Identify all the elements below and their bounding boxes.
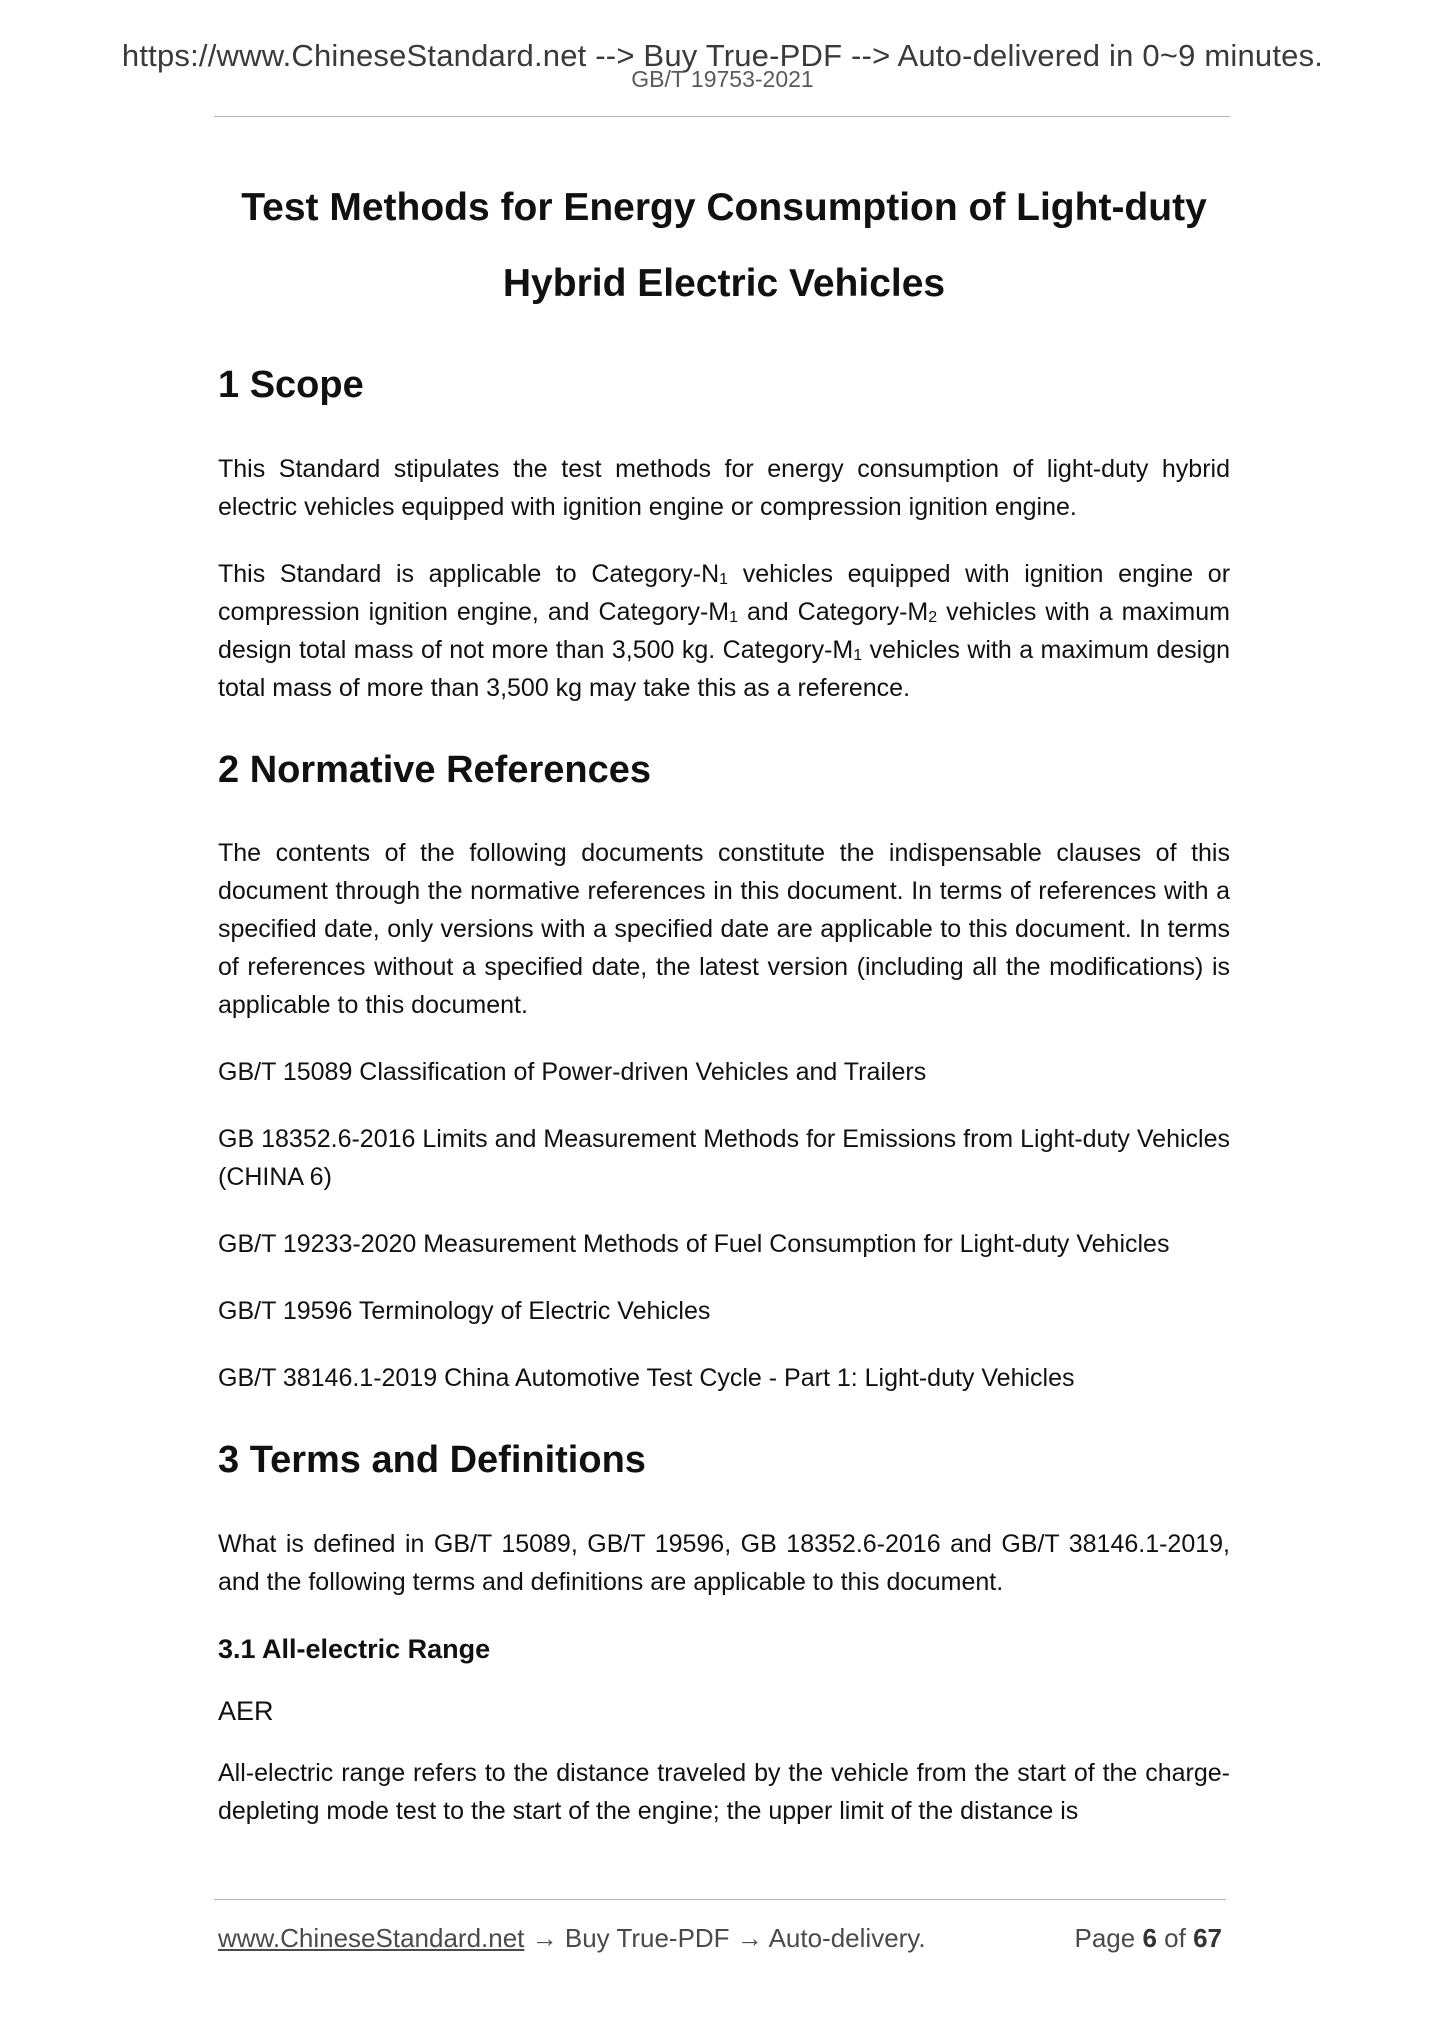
page-indicator [1074, 1920, 1222, 1956]
scope-p2-text-3: and Category-M [738, 597, 929, 626]
subscript-m1-second: 1 [853, 646, 863, 664]
page-current: 6 [1142, 1923, 1157, 1953]
section-terms-definitions [218, 1439, 1230, 1830]
footer-divider [214, 1899, 1226, 1900]
subscript-m1: 1 [729, 608, 739, 626]
reference-item: GB/T 15089 Classification of Power-driven Vehicles and Trailers [218, 1058, 927, 1087]
document-title-line-2: Hybrid Electric Vehicles [502, 262, 946, 305]
of-label: of [1164, 1923, 1186, 1953]
scope-p2-text-5: vehicles with a maximum design total mass of more than 3,500 kg may take this as a reference. [218, 635, 1230, 702]
subscript-n1: 1 [719, 570, 729, 588]
document-title-line-1: Test Methods for Energy Consumption of Light-duty [241, 186, 1207, 229]
footer-left [218, 1920, 926, 1956]
term-abbreviation: AER [218, 1696, 274, 1727]
terms-intro: What is defined in GB/T 15089, GB/T 19596, GB 18352.6-2016 and GB/T 38146.1-2019, and the following terms and definitions are applicable to this document. [218, 1530, 1230, 1597]
header-divider [214, 116, 1230, 117]
section-normative-references [218, 749, 1230, 1398]
footer-tagline: → Buy True-PDF → Auto-delivery. [524, 1923, 926, 1953]
term-definition: All-electric range refers to the distance traveled by the vehicle from the start of the charge-depleting mode test to the start of the engine; the upper limit of the distance is [218, 1759, 1230, 1826]
scope-p2-text-1: This Standard is applicable to Category-N [218, 559, 720, 588]
reference-item: GB/T 19596 Terminology of Electric Vehicles [218, 1297, 711, 1326]
references-intro: The contents of the following documents constitute the indispensable clauses of this document through the normative references in this document. In terms of references with a specified date, only versions with a specified date are applicable to this document. In terms of references without a specified date, the latest version (including all the modifications) is applicable to this document. [218, 839, 1230, 1020]
section-heading-terms: 3 Terms and Definitions [218, 1439, 646, 1482]
reference-item: GB/T 19233-2020 Measurement Methods of Fuel Consumption for Light-duty Vehicles [218, 1230, 1170, 1259]
document-title [218, 170, 1230, 322]
source-banner: https://www.ChineseStandard.net --> Buy True-PDF --> Auto-delivered in 0~9 minutes. [121, 38, 1324, 73]
reference-item: GB 18352.6-2016 Limits and Measurement Methods for Emissions from Light-duty Vehicles (CHINA 6) [218, 1125, 1230, 1192]
scope-paragraph-1: This Standard stipulates the test methods for energy consumption of light-duty hybrid electric vehicles equipped with ignition engine or compression ignition engine. [218, 454, 1230, 521]
page-label: Page [1074, 1923, 1136, 1953]
section-scope [218, 364, 1230, 707]
term-heading-aer: 3.1 All-electric Range [218, 1634, 491, 1665]
scope-paragraph-2 [218, 555, 1230, 707]
page-total: 67 [1193, 1923, 1222, 1953]
document-body [218, 170, 1230, 1859]
reference-item: GB/T 38146.1-2019 China Automotive Test Cycle - Part 1: Light-duty Vehicles [218, 1364, 1075, 1393]
scope-p2-text-2: vehicles equipped with ignition engine or compression ignition engine, and Category-M [218, 559, 1231, 626]
document-code: GB/T 19753-2021 [631, 66, 814, 92]
subscript-m2: 2 [928, 608, 938, 626]
section-heading-scope: 1 Scope [218, 364, 364, 406]
footer-site-link[interactable]: www.ChineseStandard.net [218, 1923, 525, 1953]
section-heading-references: 2 Normative References [218, 748, 651, 791]
scope-p2-text-4: vehicles with a maximum design total mass of not more than 3,500 kg. Category-M [218, 597, 1230, 664]
